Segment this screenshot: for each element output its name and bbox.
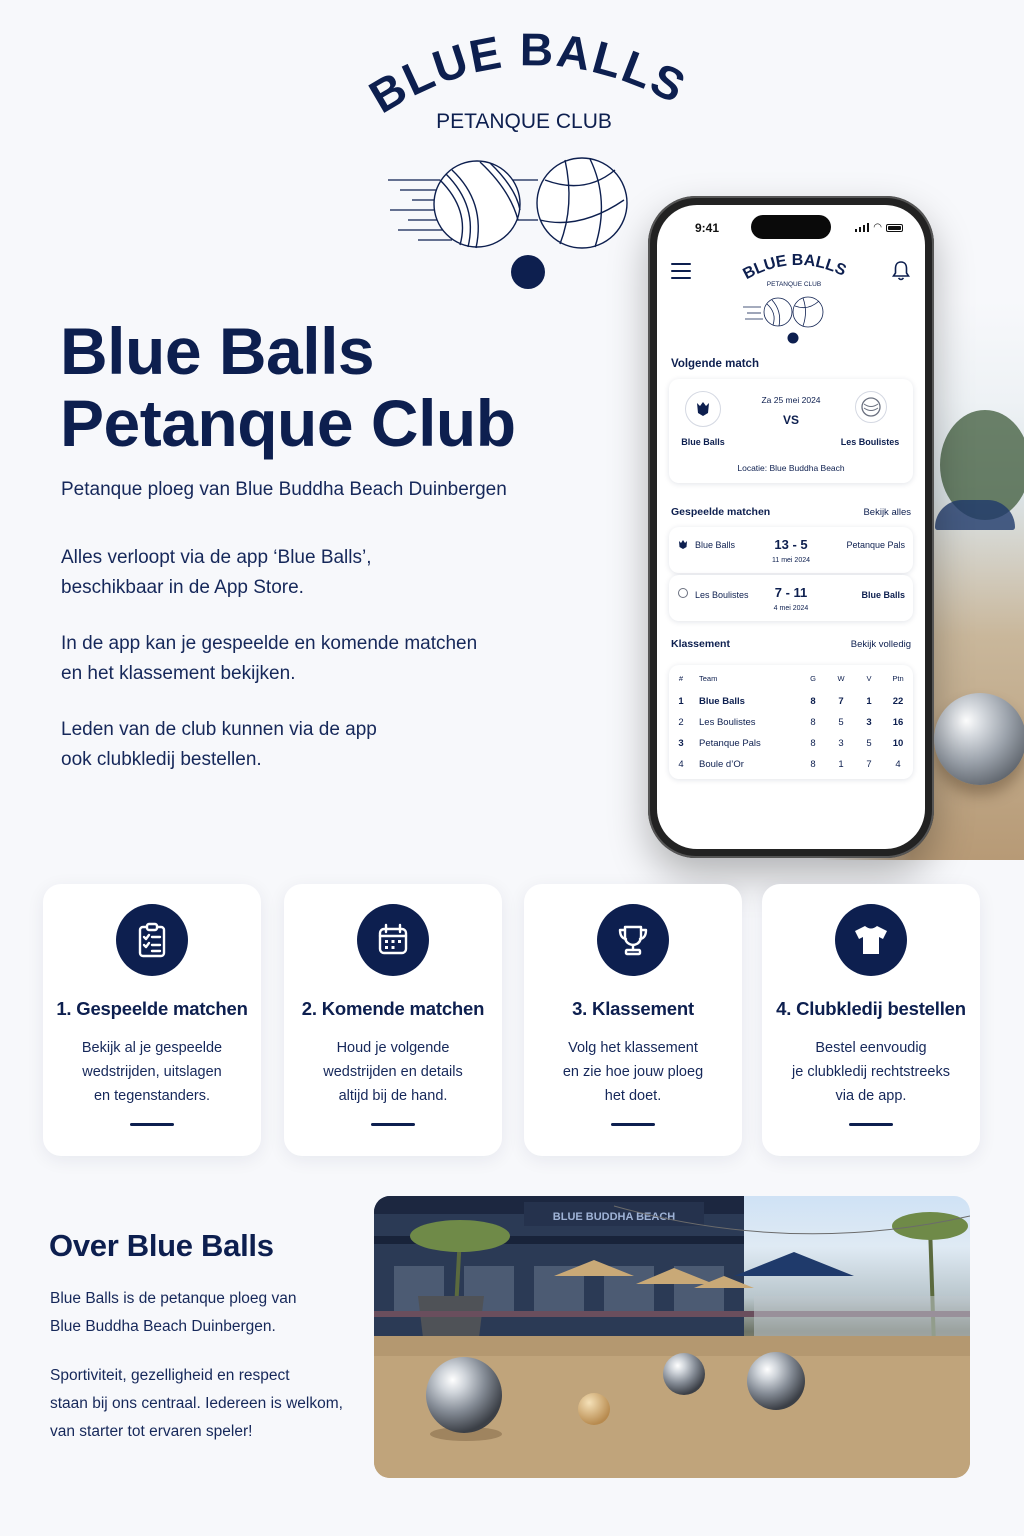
menu-icon[interactable] bbox=[671, 263, 691, 279]
table-row[interactable]: 2 Les Boulistes 8 5 3 16 bbox=[678, 717, 904, 728]
feature-card-played-matches[interactable] bbox=[43, 884, 261, 1156]
feature-description: Houd je volgende wedstrijden en details altijd bij de hand. bbox=[323, 1040, 463, 1104]
svg-text:BLUE BALLS: BLUE BALLS bbox=[740, 251, 849, 284]
les-boulistes-crest-icon bbox=[855, 391, 887, 423]
next-match-home: Blue Balls bbox=[681, 437, 725, 447]
standings-header-row: # Team G W V Ptn bbox=[678, 673, 904, 683]
bell-icon[interactable] bbox=[891, 260, 911, 282]
standings-table bbox=[669, 665, 913, 779]
about-paragraph-values: Sportiviteit, gezelligheid en respect staan bij ons centraal. Iedereen is welkom, van starter tot ervaren speler! bbox=[50, 1367, 343, 1440]
feature-title: 1. Gespeelde matchen bbox=[56, 998, 248, 1019]
dynamic-island bbox=[751, 215, 831, 239]
next-match-away: Les Boulistes bbox=[840, 437, 900, 447]
match-date: 4 mei 2024 bbox=[773, 605, 809, 612]
match-away: Blue Balls bbox=[861, 590, 905, 600]
hero-paragraph-features: In de app kan je gespeelde en komende matchen en het klassement bekijken. bbox=[61, 633, 478, 684]
clipboard-check-icon bbox=[116, 904, 188, 976]
wifi-icon: ◠ bbox=[873, 222, 882, 233]
table-row[interactable]: 1 Blue Balls 8 7 1 22 bbox=[678, 696, 904, 707]
feature-underline bbox=[849, 1123, 893, 1126]
played-match-row[interactable] bbox=[669, 575, 913, 621]
match-home: Les Boulistes bbox=[695, 590, 749, 600]
match-away: Petanque Pals bbox=[846, 540, 905, 550]
umbrella-decoration bbox=[935, 500, 1015, 530]
signal-icon bbox=[855, 223, 870, 232]
table-row[interactable]: 4 Boule d’Or 8 1 7 4 bbox=[678, 759, 901, 770]
next-match-vs: VS bbox=[782, 413, 799, 427]
photo-sign-text: BLUE BUDDHA BEACH bbox=[552, 1211, 676, 1223]
match-score: 13 - 5 bbox=[774, 537, 808, 552]
feature-card-standings[interactable] bbox=[524, 884, 742, 1156]
feature-underline bbox=[611, 1123, 655, 1126]
feature-description: Volg het klassement en zie hoe jouw ploeg het doet. bbox=[562, 1040, 704, 1104]
status-time: 9:41 bbox=[695, 221, 720, 235]
played-matches-label: Gespeelde matchen bbox=[671, 506, 771, 518]
logo-arc-text: BLUE BALLS bbox=[360, 30, 690, 124]
feature-description: Bekijk al je gespeelde wedstrijden, uitslagen en tegenstanders. bbox=[81, 1040, 223, 1104]
app-logo bbox=[735, 249, 853, 345]
feature-description: Bestel eenvoudig je clubkledij rechtstreeks via de app. bbox=[792, 1040, 950, 1104]
feature-title: 3. Klassement bbox=[572, 998, 694, 1019]
trophy-icon bbox=[597, 904, 669, 976]
next-match-location: Locatie: Blue Buddha Beach bbox=[737, 463, 845, 473]
club-logo bbox=[360, 30, 690, 300]
match-date: 11 mei 2024 bbox=[771, 557, 810, 564]
hero-paragraph-app: Alles verloopt via de app ‘Blue Balls’, beschikbaar in de App Store. bbox=[61, 547, 372, 598]
about-paragraph-intro: Blue Balls is de petanque ploeg van Blue Buddha Beach Duinbergen. bbox=[50, 1290, 297, 1335]
played-matches-link[interactable]: Bekijk alles bbox=[863, 507, 911, 518]
svg-text:PETANQUE CLUB: PETANQUE CLUB bbox=[766, 281, 822, 288]
phone-mockup bbox=[648, 196, 934, 858]
feature-card-club-clothing[interactable] bbox=[762, 884, 980, 1156]
table-row[interactable]: 3 Petanque Pals 8 3 5 10 bbox=[678, 738, 904, 749]
match-home: Blue Balls bbox=[695, 540, 736, 550]
battery-icon bbox=[886, 224, 903, 232]
status-icons bbox=[855, 223, 903, 232]
tshirt-icon bbox=[835, 904, 907, 976]
next-match-card[interactable] bbox=[669, 379, 913, 483]
logo-sub-text: PETANQUE CLUB bbox=[436, 110, 612, 133]
feature-card-upcoming-matches[interactable] bbox=[284, 884, 502, 1156]
feature-title: 4. Clubkledij bestellen bbox=[776, 998, 966, 1019]
hero-paragraph-clothing: Leden van de club kunnen via de app ook clubkledij bestellen. bbox=[61, 719, 377, 770]
calendar-icon bbox=[357, 904, 429, 976]
phone-screen bbox=[657, 205, 925, 849]
standings-label: Klassement bbox=[671, 638, 730, 650]
hero-subtitle: Petanque ploeg van Blue Buddha Beach Duinbergen bbox=[61, 479, 507, 500]
match-score: 7 - 11 bbox=[774, 585, 808, 600]
feature-underline bbox=[371, 1123, 415, 1126]
boule-ball-image bbox=[934, 693, 1024, 785]
about-title: Over Blue Balls bbox=[49, 1228, 274, 1263]
next-match-label: Volgende match bbox=[671, 358, 759, 370]
standings-link[interactable]: Bekijk volledig bbox=[850, 639, 911, 650]
feature-underline bbox=[130, 1123, 174, 1126]
beach-club-photo bbox=[374, 1196, 970, 1478]
hero-title: Blue Balls Petanque Club bbox=[60, 314, 516, 460]
feature-title: 2. Komende matchen bbox=[301, 998, 485, 1019]
played-match-row[interactable] bbox=[669, 527, 913, 573]
next-match-date: Za 25 mei 2024 bbox=[761, 395, 821, 405]
